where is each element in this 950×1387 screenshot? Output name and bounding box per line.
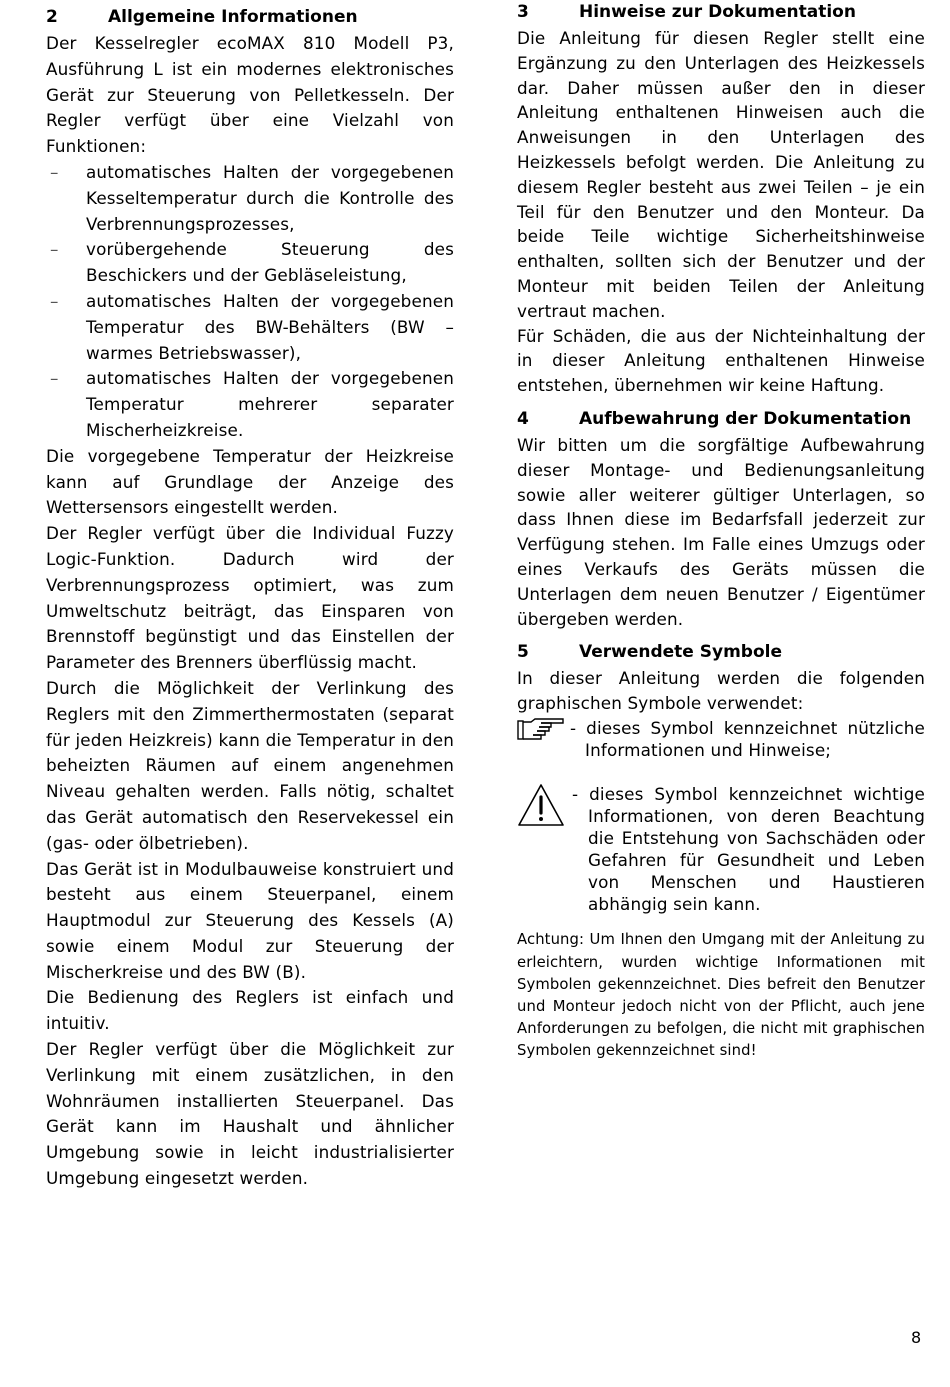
paragraph: Das Gerät ist in Modulbauweise konstruiert und besteht aus einem Steuerpanel, einem Hauptmodul zur Steuerung des Kessels (A) sowie einem Modul zur Steuerung der Mischerkreise und des BW (B). xyxy=(46,858,454,982)
symbol-hint-text: - dieses Symbol kennzeichnet nützliche Informationen und Hinweise; xyxy=(570,718,925,761)
paragraph: Durch die Möglichkeit der Verlinkung des Reglers mit den Zimmerthermostaten (separat für jeden Heizkreis) kann die Temperatur in den beheizten Räumen auf einem angenehmen Niveau gehalten werden. Falls nötig, schaltet das Gerät automatisch den Reservekessel ein (gas- oder ölbetrieben). xyxy=(46,677,454,853)
dash-bullet: – xyxy=(50,290,59,311)
dash-bullet: – xyxy=(50,239,59,260)
list-item: – automatisches Halten der vorgegebenen Temperatur mehrerer separater Mischerheizkreise. xyxy=(50,368,454,440)
warning-triangle-icon xyxy=(517,783,565,831)
paragraph: In dieser Anleitung werden die folgenden graphischen Symbole verwendet: xyxy=(517,668,925,713)
paragraph: Wir bitten um die sorgfältige Aufbewahrung dieser Montage- und Bedienungsanleitung sowie aller weiterer gültiger Unterlagen, so dass Ihnen diese im Bedarfsfall jederzeit zur Verfügung stehen. Im Falle eines Umzugs oder eines Verkaufs des Geräts müssen die Unterlagen dem neuen Benutzer / Eigentümer übergeben werden. xyxy=(517,434,925,629)
symbol-hint-row xyxy=(517,717,925,769)
intro-paragraph: Der Kesselregler ecoMAX 810 Modell P3, Ausführung L ist ein modernes elektronisches Gerät zur Steuerung von Pelletkesseln. Der Regler verfügt über eine Vielzahl von Funktionen: xyxy=(46,33,454,157)
section-number: 3 xyxy=(517,2,529,22)
list-item: – vorübergehende Steuerung des Beschickers und der Gebläseleistung, xyxy=(50,239,454,286)
symbol-warning-text: - dieses Symbol kennzeichnet wichtige Informationen, von deren Beachtung die Entstehung von Sachschäden oder Gefahren für Gesundheit und Leben von Menschen und Haustieren abhängig sein kann. xyxy=(572,784,925,915)
symbol-warning-row xyxy=(517,783,925,921)
list-item: – automatisches Halten der vorgegebenen Temperatur des BW-Behälters (BW – warmes Betriebswasser), xyxy=(50,290,454,363)
paragraph: Der Regler verfügt über die Möglichkeit zur Verlinkung mit einem zusätzlichen, in den Wohnräumen installierten Steuerpanel. Das Gerät kann im Haushalt und ähnlicher Umgebung sowie in leicht industrialisierter Umgebung eingesetzt werden. xyxy=(46,1039,454,1189)
section-4-heading xyxy=(517,408,925,430)
section-number: 5 xyxy=(517,642,529,663)
section-5-heading xyxy=(517,641,925,663)
paragraph: Die vorgegebene Temperatur der Heizkreise kann auf Grundlage der Anzeige des Wettersensors eingestellt werden. xyxy=(46,445,454,518)
paragraph: Für Schäden, die aus der Nichteinhaltung der in dieser Anleitung enthaltenen Hinweise entstehen, übernehmen wir keine Haftung. xyxy=(517,325,925,396)
section-title: Verwendete Symbole xyxy=(579,642,782,663)
left-column xyxy=(46,6,454,1192)
paragraph: Der Regler verfügt über die Individual Fuzzy Logic-Funktion. Dadurch wird der Verbrennungsprozess optimiert, was zum Umweltschutz beiträgt, das Einsparen von Brennstoff begünstigt und das Einstellen der Parameter des Brenners überflüssig macht. xyxy=(46,523,454,673)
page-number: 8 xyxy=(911,1328,922,1347)
attention-note: Achtung: Um Ihnen den Umgang mit der Anleitung zu erleichtern, wurden wichtige Informationen mit Symbolen gekennzeichnet. Dies befreit den Benutzer und Monteur jedoch nicht von der Pflicht, auch jene Anforderungen zu befolgen, die nicht mit graphischen Symbolen gekennzeichnet sind! xyxy=(517,931,925,1060)
function-list xyxy=(46,160,454,444)
dash-bullet: – xyxy=(50,368,59,389)
section-title: Hinweise zur Dokumentation xyxy=(579,2,856,22)
section-number: 4 xyxy=(517,408,529,429)
right-column xyxy=(517,1,925,1063)
section-3-heading xyxy=(517,1,925,23)
pointing-hand-icon xyxy=(517,717,567,747)
paragraph: Die Bedienung des Reglers ist einfach und intuitiv. xyxy=(46,987,454,1034)
section-title: Aufbewahrung der Dokumentation xyxy=(579,408,912,429)
paragraph: Die Anleitung für diesen Regler stellt eine Ergänzung zu den Unterlagen des Heizkessels dar. Daher müssen außer den in dieser Anleitung enthaltenen Hinweisen auch die Anweisungen in den Unterlagen des Heizkessels befolgt werden. Die Anleitung zu diesem Regler besteht aus zwei Teilen – je ein Teil für den Benutzer und den Monteur. Da beide Teile wichtige Sicherheitshinweise enthalten, sollten sich der Benutzer und der Monteur mit beiden Teilen der Anleitung vertraut machen. xyxy=(517,28,925,321)
list-item: – automatisches Halten der vorgegebenen Kesseltemperatur durch die Kontrolle des Verbrennungsprozesses, xyxy=(50,161,454,234)
section-number: 2 xyxy=(46,7,58,27)
section-2-heading xyxy=(46,6,454,28)
dash-bullet: – xyxy=(50,161,59,182)
section-title: Allgemeine Informationen xyxy=(108,7,358,27)
